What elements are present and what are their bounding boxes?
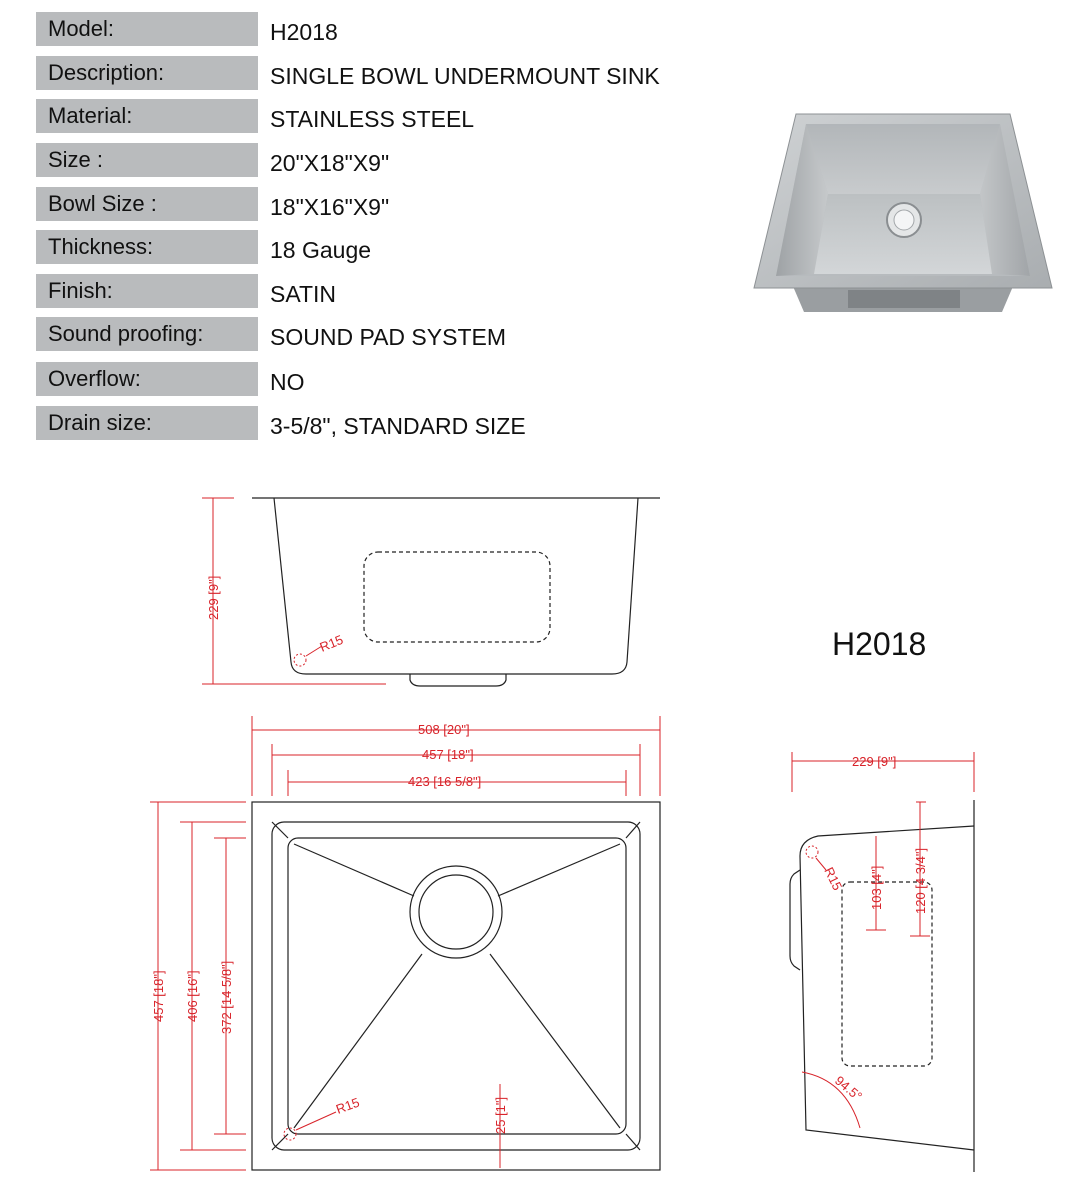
spec-value: SATIN	[270, 281, 337, 307]
spec-label: Finish:	[36, 274, 258, 308]
spec-label: Thickness:	[36, 230, 258, 264]
spec-value: STAINLESS STEEL	[270, 106, 475, 132]
spec-label: Overflow:	[36, 362, 258, 396]
spec-value: 18 Gauge	[270, 237, 372, 263]
spec-value: 18"X16"X9"	[270, 194, 390, 220]
side-dim-a: 103 [4"]	[869, 865, 884, 910]
top-drain-offset: 25 [1"]	[493, 1096, 508, 1134]
spec-label: Model:	[36, 12, 258, 46]
spec-label: Size :	[36, 143, 258, 177]
spec-value: SOUND PAD SYSTEM	[270, 324, 506, 350]
side-radius-label: R15	[821, 864, 846, 893]
spec-label: Description:	[36, 56, 258, 90]
side-depth-dim: 229 [9"]	[852, 754, 897, 769]
spec-value: 20"X18"X9"	[270, 150, 390, 176]
spec-value: SINGLE BOWL UNDERMOUNT SINK	[270, 63, 660, 89]
top-view	[252, 802, 660, 1170]
top-height-bottom: 372 [14 5/8"]	[219, 960, 234, 1034]
side-angle-label: 94.5°	[832, 1072, 866, 1104]
spec-label: Bowl Size :	[36, 187, 258, 221]
spec-label: Drain size:	[36, 406, 258, 440]
spec-label: Sound proofing:	[36, 317, 258, 351]
top-width-bottom: 423 [16 5/8"]	[408, 774, 482, 789]
top-width-bowl: 457 [18"]	[422, 747, 474, 762]
top-width-outer: 508 [20"]	[418, 722, 470, 737]
spec-value: NO	[270, 369, 305, 395]
side-view	[790, 800, 974, 1172]
side-dim-b: 120 [4 3/4"]	[913, 847, 928, 914]
front-view	[252, 498, 660, 686]
front-radius-label: R15	[317, 631, 346, 655]
top-height-outer: 457 [18"]	[151, 970, 166, 1022]
front-height-dim: 229 [9"]	[206, 575, 221, 620]
top-radius-label: R15	[333, 1094, 362, 1117]
model-title: H2018	[832, 626, 927, 662]
spec-label: Material:	[36, 99, 258, 133]
spec-value: 3-5/8", STANDARD SIZE	[270, 413, 526, 439]
top-height-bowl: 406 [16"]	[185, 970, 200, 1022]
spec-value: H2018	[270, 19, 338, 45]
